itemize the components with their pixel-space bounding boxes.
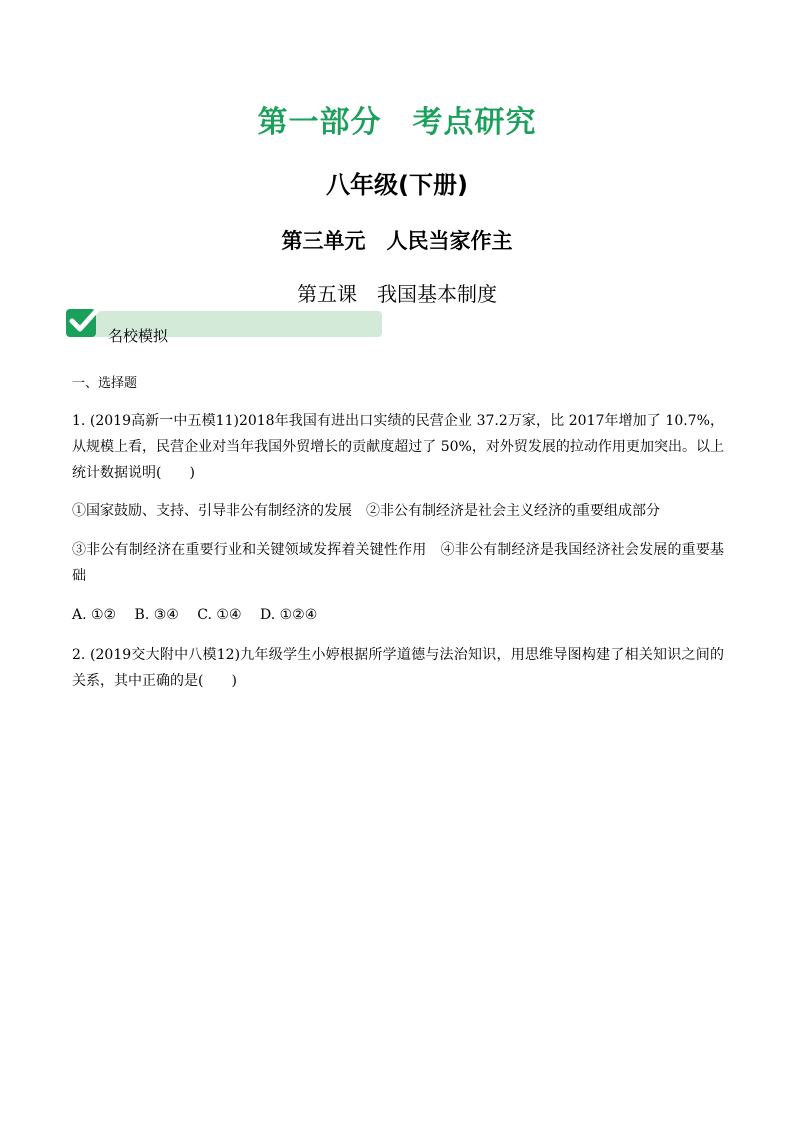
lesson-title: 第五课 我国基本制度 [297, 282, 497, 306]
grade-title: 八年级(下册) [326, 171, 468, 199]
section-label: 名校模拟 [108, 327, 169, 345]
question-type-heading: 一、选择题 [72, 376, 138, 391]
question-1-statements-line-2: ③非公有制经济在重要行业和关键领域发挥着关键性作用 ④非公有制经济是我国经济社会发展的重要基础 [72, 542, 724, 584]
question-2-stem: 2. (2019交大附中八模12)九年级学生小婷根据所学道德与法治知识，用思维导图构建了相关知识之间的关系，其中正确的是( ) [72, 647, 724, 689]
question-1-statements-line-1: ①国家鼓励、支持、引导非公有制经济的发展 ②非公有制经济是社会主义经济的重要组成部分 [72, 503, 660, 519]
unit-title: 第三单元 人民当家作主 [281, 229, 513, 253]
part-title: 第一部分 考点研究 [257, 105, 537, 140]
checkmark-icon [66, 309, 96, 337]
question-1-options: A. ①② B. ③④ C. ①④ D. ①②④ [72, 607, 318, 623]
question-1-stem: 1. (2019高新一中五模11)2018年我国有进出口实绩的民营企业 37.2万家，比 2017年增加了 10.7%，从规模上看，民营企业对当年我国外贸增长的贡献度超过了 50%，对外贸发展的拉动作用更加突出。以上统计数据说明( ) [72, 413, 724, 481]
